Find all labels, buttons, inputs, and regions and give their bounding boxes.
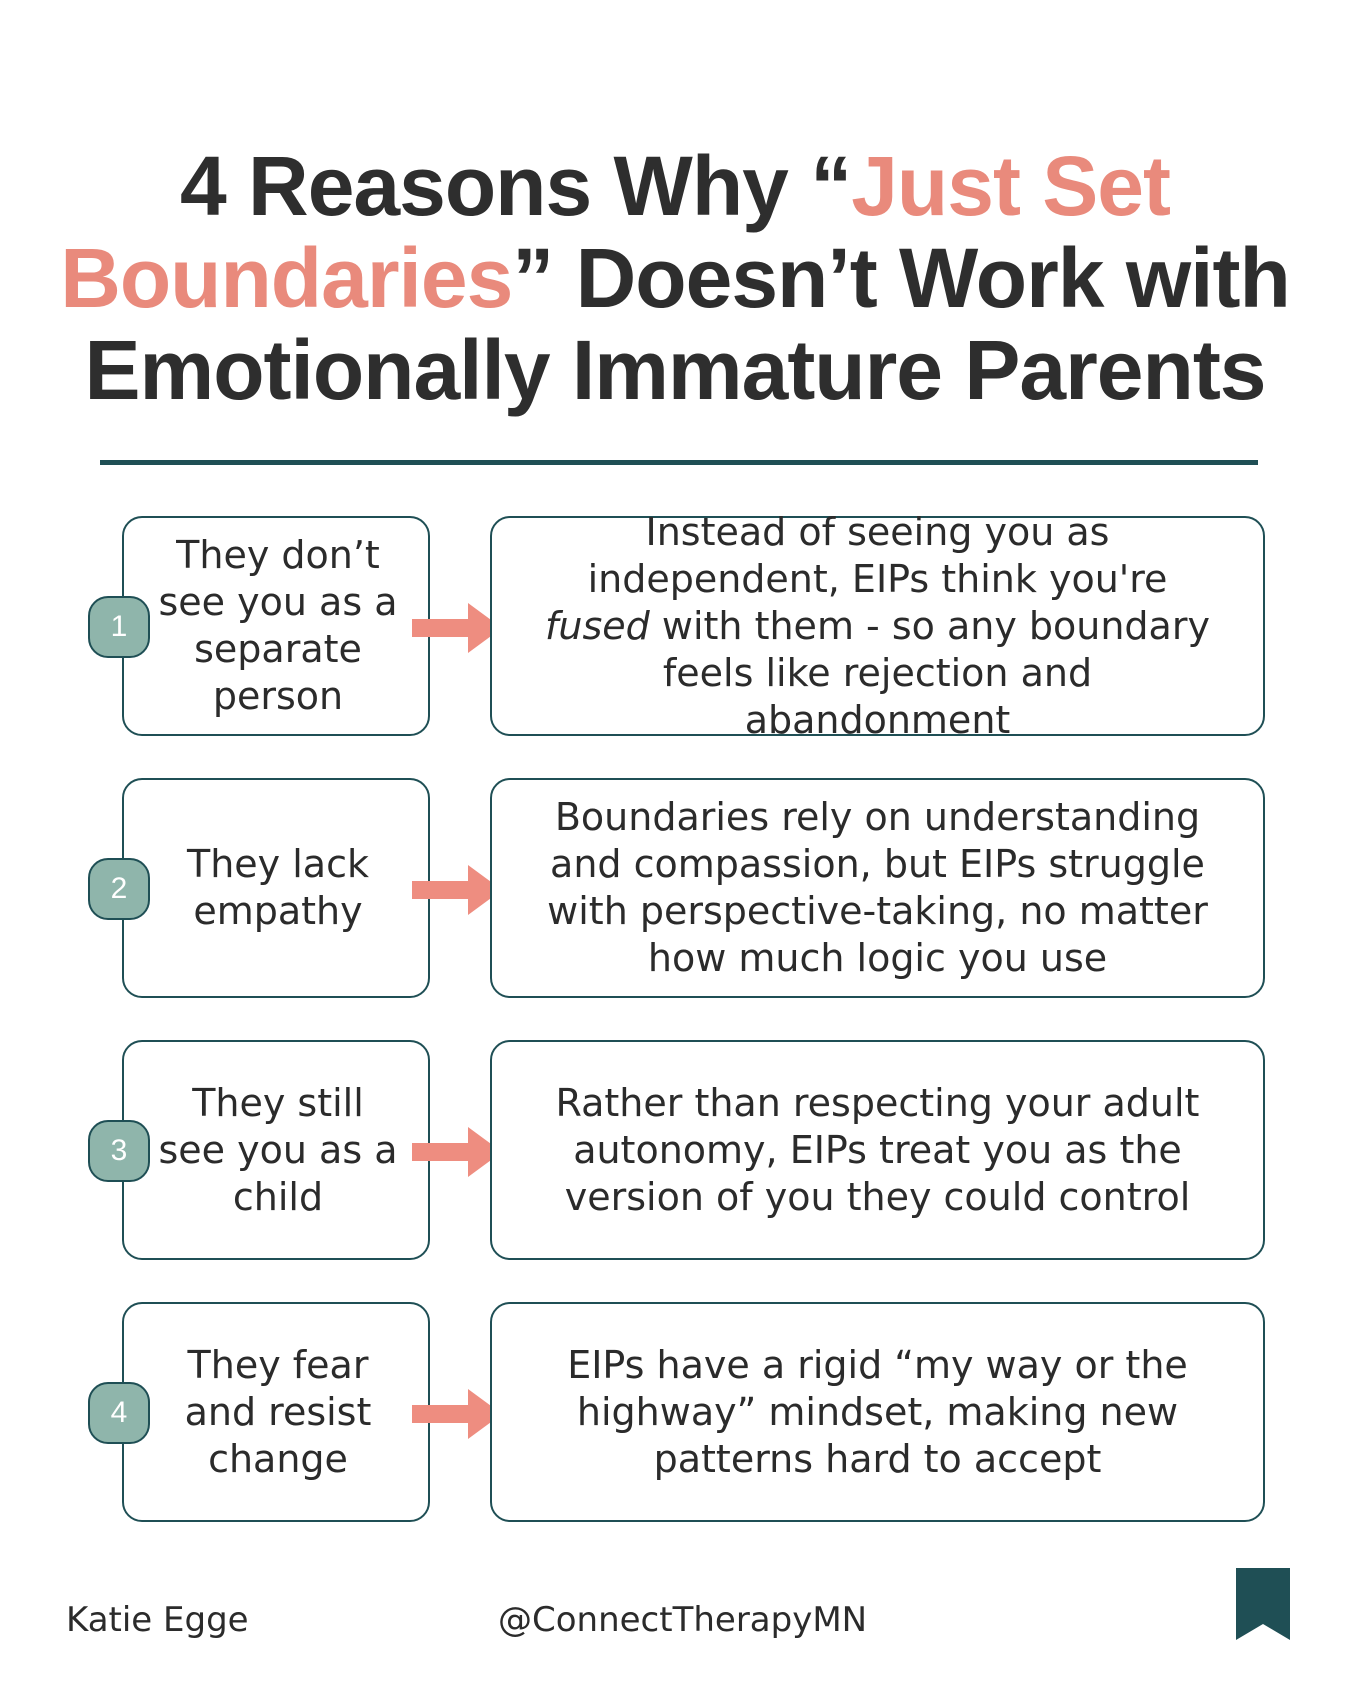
title-accent: Just Set Boundaries xyxy=(60,139,1170,325)
number-badge-4: 4 xyxy=(88,1382,150,1444)
reason-row-3 xyxy=(0,1040,1350,1264)
reason-row-2 xyxy=(0,778,1350,1002)
explanation-text-2: Boundaries rely on understanding and compassion, but EIPs struggle with perspective-taking, no matter how much logic you use xyxy=(547,795,1208,980)
number-badge-2: 2 xyxy=(88,858,150,920)
explanation-text-1 xyxy=(532,509,1223,744)
explanation-1-italic: fused xyxy=(545,603,650,648)
reason-box-2 xyxy=(122,778,430,998)
explanation-box-4 xyxy=(490,1302,1265,1522)
reason-row-1 xyxy=(0,509,1350,742)
bookmark-icon[interactable] xyxy=(1236,1568,1290,1640)
explanation-text-3: Rather than respecting your adult autonomy, EIPs treat you as the version of you they could control xyxy=(555,1080,1200,1219)
explanation-1-before: Instead of seeing you as independent, EIPs think you're xyxy=(587,509,1168,601)
social-handle: @ConnectTherapyMN xyxy=(498,1600,868,1640)
explanation-1-after: with them - so any boundary feels like rejection and abandonment xyxy=(649,603,1210,742)
reason-box-3 xyxy=(122,1040,430,1260)
explanation-box-3 xyxy=(490,1040,1265,1260)
page-title xyxy=(60,140,1290,416)
reason-text-1: They don’t see you as a separate person xyxy=(158,533,398,718)
explanation-text-4: EIPs have a rigid “my way or the highway” mindset, making new patterns hard to accept xyxy=(567,1342,1188,1481)
number-badge-3: 3 xyxy=(88,1120,150,1182)
reason-box-1 xyxy=(122,516,430,736)
title-divider xyxy=(100,460,1258,465)
number-badge-1: 1 xyxy=(88,596,150,658)
reason-box-4 xyxy=(122,1302,430,1522)
explanation-box-2 xyxy=(490,778,1265,998)
title-part-2: ” Doesn’t Work with Emotionally Immature Parents xyxy=(84,231,1290,417)
reason-text-2: They lack empathy xyxy=(187,842,369,933)
reason-text-4: They fear and resist change xyxy=(184,1342,372,1481)
reason-row-4 xyxy=(0,1302,1350,1526)
title-part-1: 4 Reasons Why “ xyxy=(180,139,852,233)
author-name: Katie Egge xyxy=(66,1600,249,1640)
explanation-box-1 xyxy=(490,509,1265,742)
reason-text-3: They still see you as a child xyxy=(158,1080,398,1219)
